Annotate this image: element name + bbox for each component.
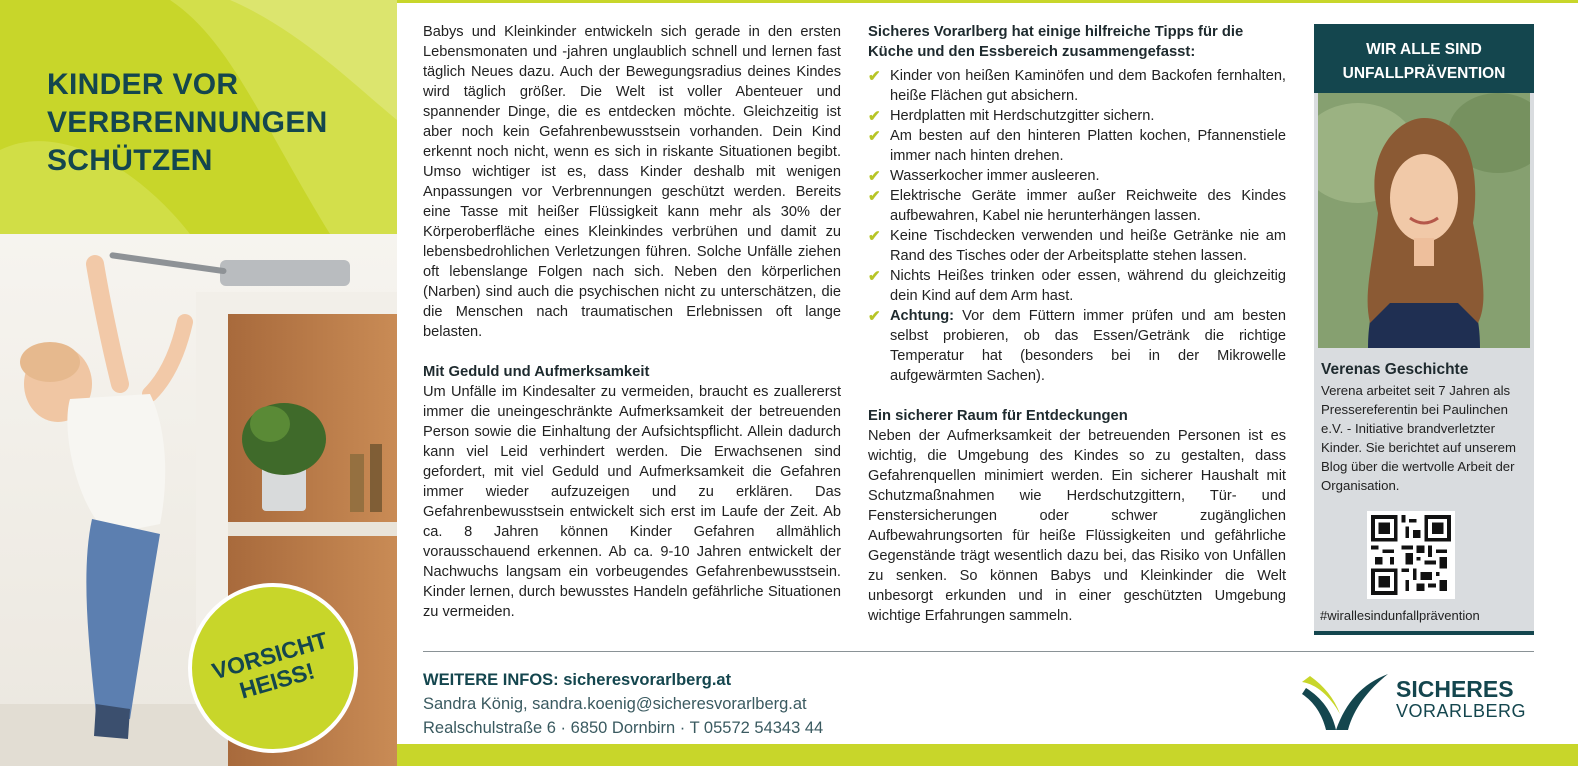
warning-badge-text: VORSICHT HEISS!: [208, 626, 331, 704]
tip-item-warning: ✔ Achtung: Vor dem Füttern immer prüfen und am besten selbst probieren, ob das Essen/Getränk die richtige Temperatur hat (besonders bei in der Mikrowelle aufgewärmten Sachen).: [868, 308, 1286, 384]
logo-line-1: SICHERES: [1396, 676, 1514, 702]
tip-item: ✔ Kinder von heißen Kaminöfen und dem Backofen fernhalten, heiße Flächen gut absichern.: [868, 68, 1286, 104]
tip-item: ✔ Herdplatten mit Herdschutzgitter sichern.: [868, 108, 1155, 125]
check-icon: ✔: [868, 128, 881, 145]
check-icon: ✔: [868, 108, 881, 125]
portrait-illustration: [1318, 93, 1530, 348]
article-column-1: [423, 22, 841, 622]
section-text-safe-space: Neben der Aufmerksamkeit der betreuenden Personen ist es wichtig, die Umgebung des Kindes so zu gestalten, dass Gefahrenquellen minimiert werden. Ein sicherer Haushalt mit Schutzmaßnahmen wie Herdschutzgittern, Tür- und Fenstersicherungen oder schwer zugänglichen Aufbewahrungsorten für heiße Flüssigkeiten und gefährliche Gegenstände trägt wesentlich dazu bei, das Risiko von Unfällen zu senken. So können Babys und Kleinkinder die Welt unbesorgt erkunden und in einer geschützten Umgebung wichtige Erfahrungen sammeln.: [868, 428, 1286, 624]
tips-heading: Sicheres Vorarlberg hat einige hilfreiche Tipps für die Küche und den Essbereich zusammengefasst:: [868, 24, 1244, 60]
sidebar-body: [1314, 348, 1534, 495]
headline: KINDER VOR VERBRENNUNGEN SCHÜTZEN: [47, 68, 328, 177]
headline-box: [0, 0, 397, 234]
hashtag: #wirallesindunfallprävention: [1320, 608, 1480, 623]
tip-item: ✔ Am besten auf den hinteren Platten kochen, Pfannenstiele immer nach hinten drehen.: [868, 128, 1286, 164]
footer-address: Realschulstraße 6 · 6850 Dornbirn · T 05572 54343 44: [423, 719, 824, 737]
footer-info: [423, 668, 823, 740]
sidebar-box: [1314, 24, 1534, 635]
article-column-2: [868, 22, 1286, 626]
section-heading-safe-space: Ein sicherer Raum für Entdeckungen: [868, 408, 1128, 424]
check-icon: ✔: [868, 188, 881, 205]
sidebar-title: Verenas Geschichte: [1321, 361, 1469, 378]
check-icon: ✔: [868, 228, 881, 245]
section-text-patience: Um Unfälle im Kindesalter zu vermeiden, braucht es zuallererst immer die uneingeschränkte Aufmerksamkeit der betreuenden Person sowie die Einhaltung der Aufsichtspflicht. Allein dadurch kann viel Leid verhindert werden. Die Erwachsenen sind gefordert, mit viel Geduld und Aufmerksamkeit die Gefahren immer wieder aufzuzeigen und zu erklären. Das Gefahrenbewusstsein entwickelt sich erst im Laufe der Zeit. Ab ca. 8 Jahren können Kinder Gefahren allmählich vorausschauend erkennen. Ab ca. 9-10 Jahren entwickelt der Nachwuchs langsam ein vorbeugendes Gefahrenbewusstsein. Kinder lernen, durch bewusstes Handeln gefährliche Situationen zu vermeiden.: [423, 384, 841, 620]
check-icon: ✔: [868, 268, 881, 285]
sicheres-vorarlberg-logo: [1296, 668, 1531, 732]
tip-item: ✔ Nichts Heißes trinken oder essen, während du gleichzeitig dein Kind auf dem Arm hast.: [868, 268, 1286, 304]
tips-list: [868, 66, 1286, 386]
top-rule: [397, 0, 1578, 3]
bottom-accent-bar: [397, 744, 1578, 766]
portrait-photo: [1318, 93, 1530, 348]
sidebar-text: Verena arbeitet seit 7 Jahren als Pressereferentin bei Paulinchen e.V. - Initiative brandverletzter Kinder. Sie berichtet auf unserem Blog über die wertvolle Arbeit der Organisation.: [1321, 383, 1516, 493]
qr-code[interactable]: [1367, 511, 1455, 599]
logo-line-2: VORARLBERG: [1396, 701, 1527, 721]
qr-code-graphic: [1371, 515, 1451, 595]
logo-mark-icon: [1296, 668, 1392, 732]
tip-item: ✔ Elektrische Geräte immer außer Reichweite des Kindes aufbewahren, Kabel nie herunterhängen lassen.: [868, 188, 1286, 224]
footer-contact[interactable]: Sandra König, sandra.koenig@sicheresvorarlberg.at: [423, 695, 807, 713]
warning-badge: [188, 583, 358, 753]
sidebar-header: WIR ALLE SIND UNFALLPRÄVENTION: [1314, 28, 1534, 93]
section-heading-patience: Mit Geduld und Aufmerksamkeit: [423, 364, 650, 380]
check-icon: ✔: [868, 168, 881, 185]
check-icon: ✔: [868, 68, 881, 85]
tip-item: ✔ Wasserkocher immer ausleeren.: [868, 168, 1100, 185]
check-icon: ✔: [868, 308, 881, 325]
footer-divider: [423, 651, 1534, 652]
footer-title[interactable]: WEITERE INFOS: sicheresvorarlberg.at: [423, 671, 732, 689]
intro-paragraph: Babys und Kleinkinder entwickeln sich gerade in den ersten Lebensmonaten und -jahren unglaublich schnell und lernen fast täglich Neues dazu. Auch der Bewegungsradius deines Kindes wird täglich größer. Die Welt ist voller Abenteuer und spannender Dinge, die es entdecken möchte. Gleichzeitig ist aber noch kein Gefahrenbewusstsein vorhanden. Dein Kind erkennt noch nicht, wenn es sich in riskante Situationen begibt. Umso wichtiger ist es, dass Kinder deshalb mit wenigen Anpassungen vor Verbrennungen geschützt werden. Bereits eine Tasse mit heißer Flüssigkeit kann mehr als 30% der Körperoberfläche eines Kleinkindes verbrühen und damit zu lebensbedrohlichen Verletzungen führen. Solche Unfälle ziehen oft lebenslange Folgen nach sich. Neben den körperlichen (Narben) sind auch die psychischen nicht zu unterschätzen, die die Menschen nach traumatischen Erlebnissen oft lange belasten.: [423, 24, 841, 340]
tip-item: ✔ Keine Tischdecken verwenden und heiße Getränke nie am Rand des Tisches oder der Arbeitsplatte stehen lassen.: [868, 228, 1286, 264]
logo-text: [1396, 678, 1526, 722]
